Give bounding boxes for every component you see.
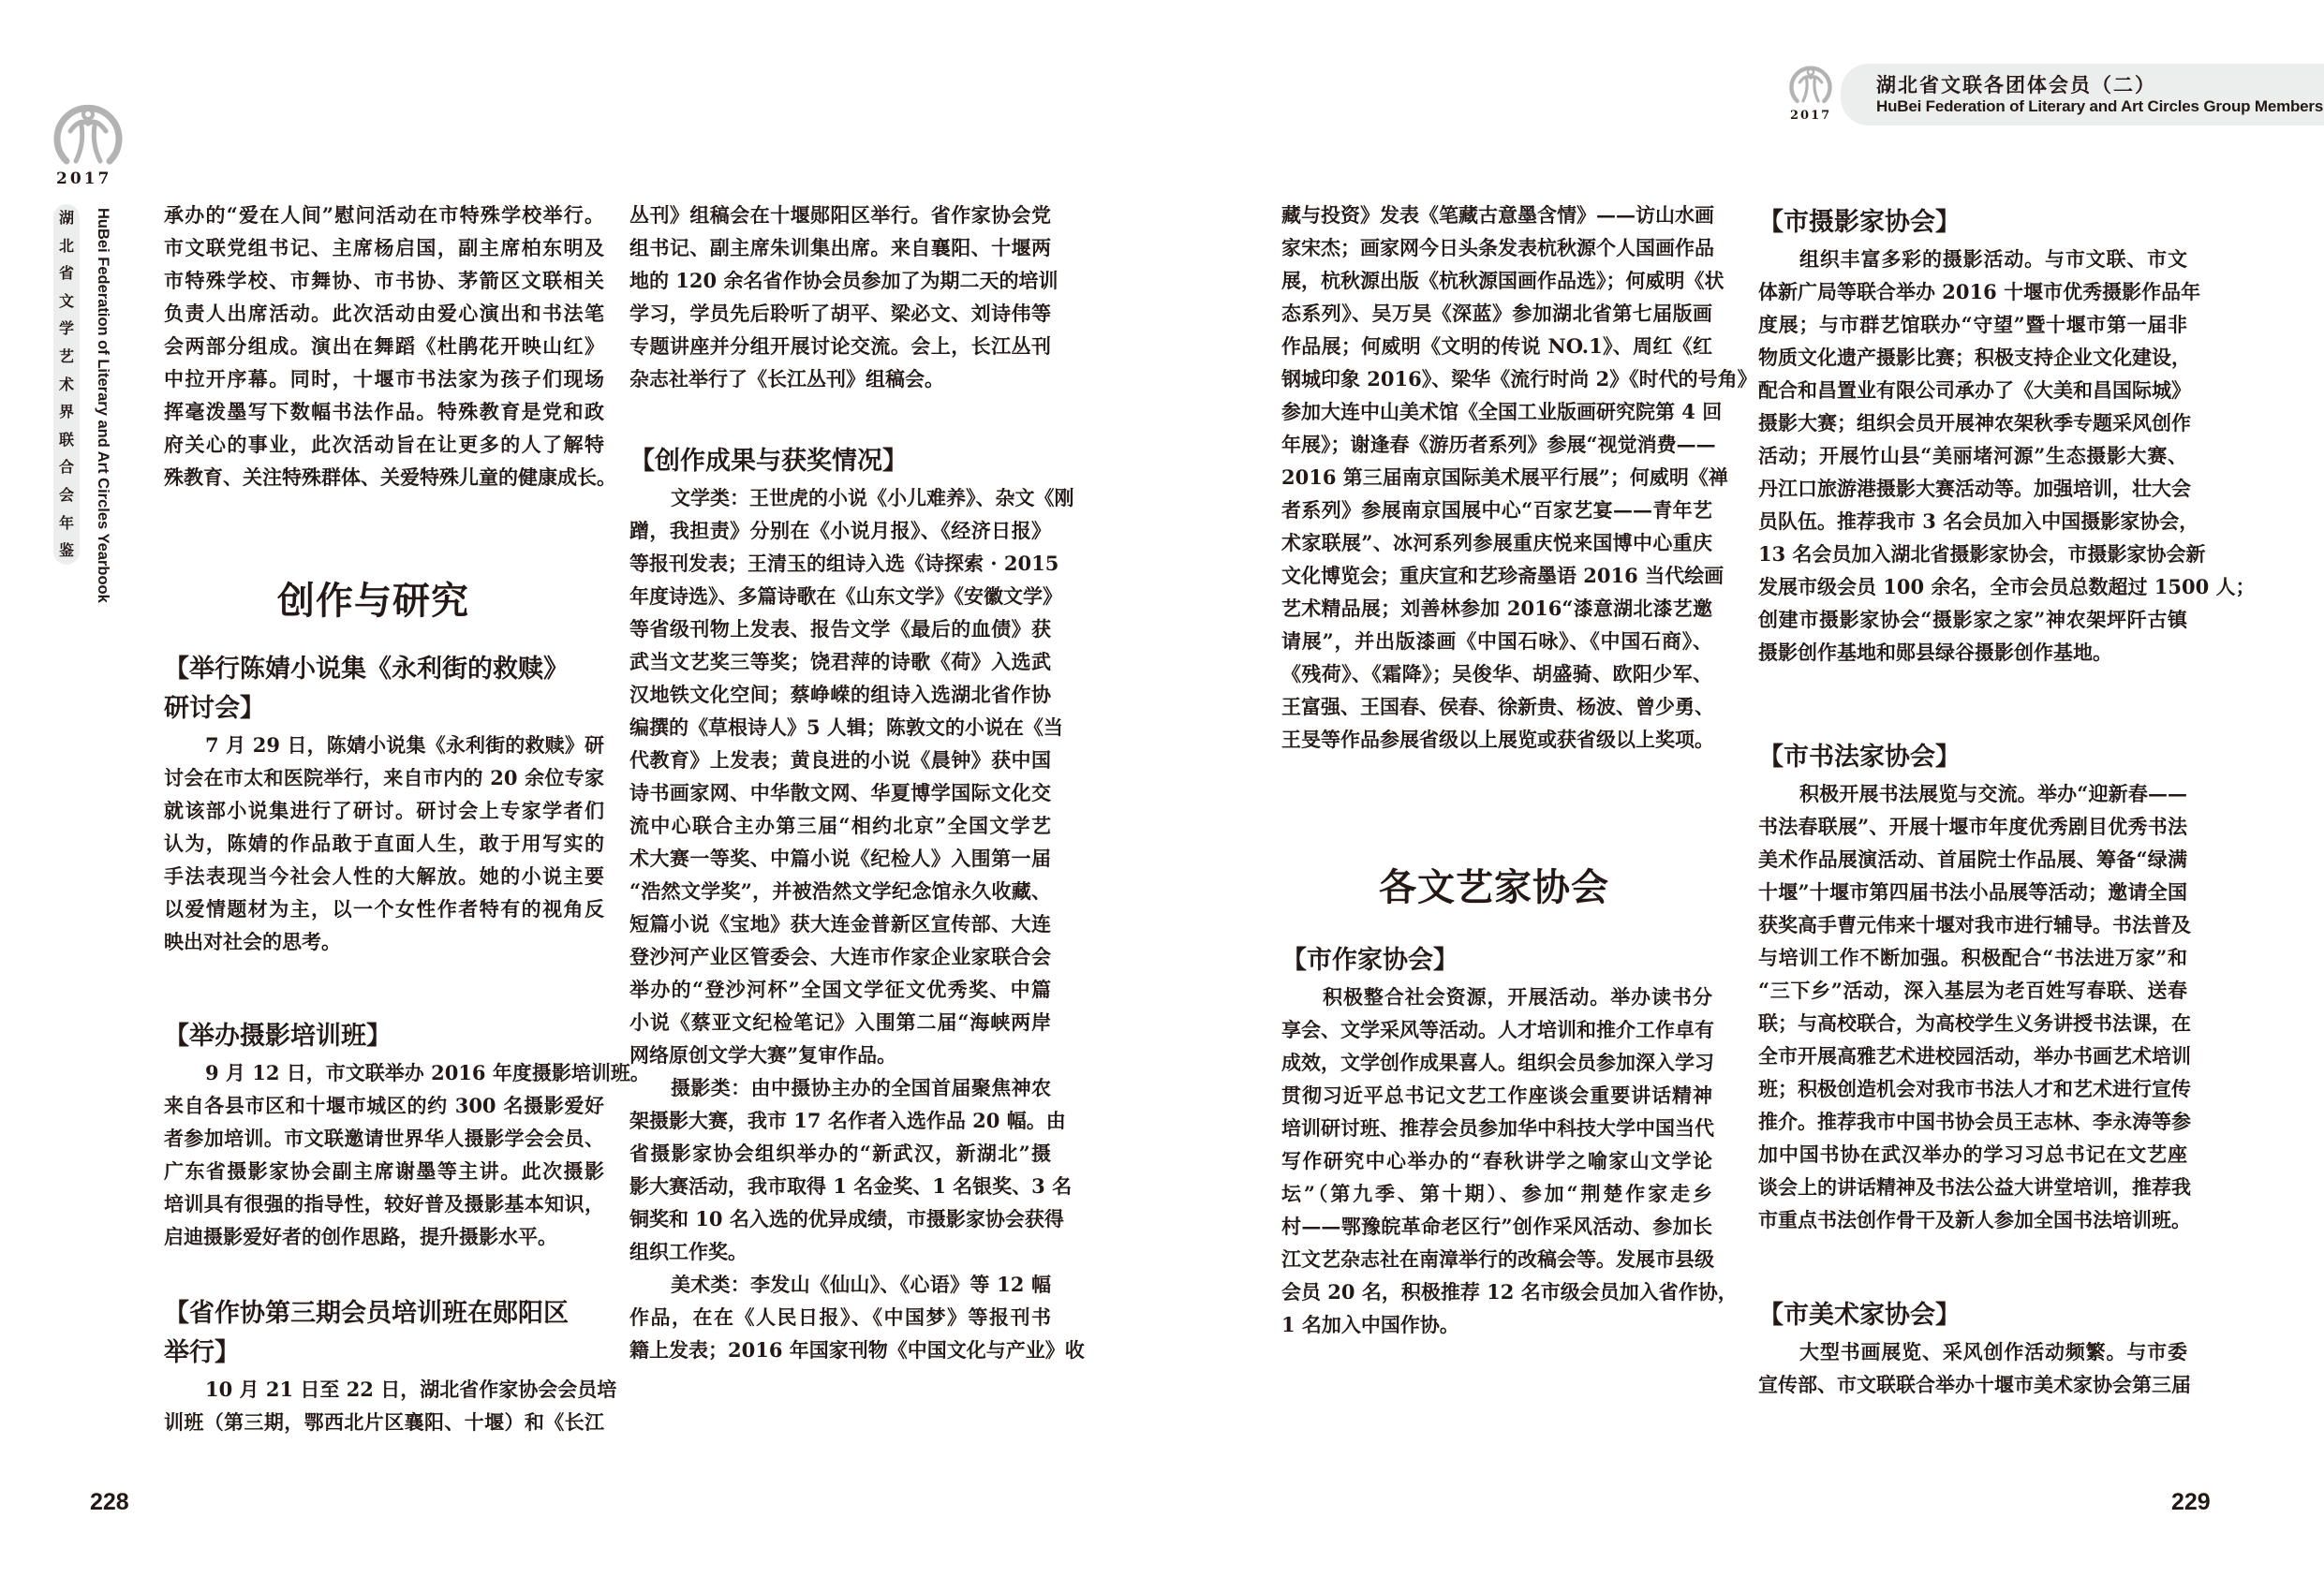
text-line: 活动；开展竹山县“美丽堵河源”生态摄影大赛、 [1758,444,2187,467]
text-line: 组书记、副主席朱训集出席。来自襄阳、十堰两 [629,236,1051,259]
article-writers-association [1281,941,1738,1341]
banner-char: 术 [58,375,74,393]
text-line: 映出对社会的思考。 [164,930,341,953]
text-line: 丛刊》组稿会在十堰郧阳区举行。省作家协会党 [629,203,1051,227]
text-line: 员队伍。推荐我市 3 名会员加入中国摄影家协会， [1758,509,2199,533]
banner-char: 湖 [58,209,74,227]
text-line: 大型书画展览、采风创作活动频繁。与市委 [1799,1340,2187,1363]
banner-char: 文 [58,291,74,310]
text-line: 展，杭秋源出版《杭秋源国画作品选》；何威明《状 [1281,269,1724,292]
text-line: 汉地铁文化空间；蔡峥嵘的组诗入选湖北省作协 [629,683,1051,706]
text-line: 架摄影大赛，我市 17 名作者入选作品 20 幅。由 [629,1109,1066,1132]
text-line: 讨会在市太和医院举行，来自市内的 20 余位专家 [164,766,604,789]
text-line: 组织丰富多彩的摄影活动。与市文联、市文 [1799,247,2187,271]
banner-char: 会 [58,485,74,504]
text-line: 术大赛一等奖、中篇小说《纪检人》入围第一届 [629,847,1051,870]
text-line: 全市开展高雅艺术进校园活动，举办书画艺术培训 [1758,1044,2191,1068]
text-line: 省摄影家协会组织举办的“新武汉，新湖北”摄 [629,1142,1051,1165]
text-line: 蹭，我担责》分别在《小说月报》、《经济日报》 [629,519,1051,542]
article-writers-training [164,1294,617,1438]
text-line: 1 名加入中国作协。 [1281,1313,1459,1336]
text-line: 承办的“爱在人间”慰问活动在市特殊学校举行。 [164,203,604,227]
article-heading: 【市美术家协会】 [1758,1301,1961,1330]
hubei-federation-emblem-icon [53,94,123,169]
text-line: 府关心的事业，此次活动旨在让更多的人了解特 [164,433,604,456]
article-heading: 【省作协第三期会员培训班在郧阳区 [164,1299,569,1328]
text-line: 认为，陈婧的作品敢于直面人生，敢于用写实的 [164,832,604,855]
text-line: 《残荷》、《霜降》；吴俊华、胡盛骑、欧阳少军、 [1281,662,1712,685]
section-title-associations: 各文艺家协会 [1379,866,1609,909]
banner-char: 年 [58,513,74,532]
text-line: 村——鄂豫皖革命老区行”创作采风活动、参加长 [1281,1215,1712,1238]
section-title-creation-research: 创作与研究 [277,580,469,623]
text-line: 培训具有很强的指导性，较好普及摄影基本知识， [164,1192,604,1216]
text-line: 美术类：李发山《仙山》、《心语》等 12 幅 [671,1273,1051,1296]
article-heading: 【举行陈婧小说集《永利街的救赎》 [164,655,569,684]
text-line: 殊教育、关注特殊群体、关爱特殊儿童的健康成长。 [164,465,616,489]
text-line: 登沙河产业区管委会、大连市作家企业家联合会 [629,945,1051,968]
text-line: 体新广局等联合举办 2016 十堰市优秀摄影作品年 [1758,280,2201,303]
banner-char: 学 [58,319,74,338]
text-line: 市文联党组书记、主席杨启国，副主席柏东明及 [164,236,604,259]
text-line: 坛”（第九季、第十期）、参加“荆楚作家走乡 [1281,1182,1712,1205]
text-line: 启迪摄影爱好者的创作思路，提升摄影水平。 [164,1225,557,1248]
text-line: 推介。推荐我市中国书协会员王志林、李永涛等参 [1758,1110,2191,1133]
page-number-left: 228 [90,1489,129,1515]
text-line: 积极开展书法展览与交流。举办“迎新春—— [1799,782,2187,805]
left-column-2 [629,199,1058,395]
text-line: 与培训工作不断加强。积极配合“书法进万家”和 [1758,946,2187,969]
text-line: 年展》；谢逢春《游历者系列》参展“视觉消费—— [1281,433,1716,456]
article-novel-symposium [164,650,604,958]
text-line: 者参加培训。市文联邀请世界华人摄影学会会员、 [164,1127,604,1150]
text-line: 书法春联展”、开展十堰市年度优秀剧目优秀书法 [1758,815,2187,838]
article-heading: 举行】 [164,1338,240,1367]
banner-char: 合 [58,458,74,477]
running-header-title-cn: 湖北省文联各团体会员（二） [1876,73,2156,96]
text-line: 江文艺杂志社在南漳举行的改稿会等。发展市县级 [1281,1247,1714,1271]
text-line: 网络原创文学大赛”复审作品。 [629,1043,897,1067]
article-heading: 【市摄影家协会】 [1758,208,1961,237]
text-line: 摄影大赛；组织会员开展神农架秋季专题采风创作 [1758,411,2191,435]
text-line: 请展”，并出版漆画《中国石咏》、《中国石商》、 [1281,629,1712,653]
text-line: 度展；与市群艺馆联办“守望”暨十堰市第一届非 [1758,313,2187,336]
article-heading: 【创作成果与获奖情况】 [629,447,908,476]
text-line: 贯彻习近平总书记文艺工作座谈会重要讲话精神 [1281,1083,1712,1107]
text-line: 9 月 12 日，市文联举办 2016 年度摄影培训班。 [205,1061,650,1084]
text-line: 地的 120 余名省作协会员参加了为期二天的培训 [629,269,1058,292]
text-line: 获奖高手曹元伟来十堰对我市进行辅导。书法普及 [1758,913,2191,936]
text-line: “浩然文学奖”，并被浩然文学纪念馆永久收藏、 [629,879,1051,903]
text-line: 负责人出席活动。此次活动由爱心演出和书法笔 [164,302,604,325]
article-calligraphers-association [1758,738,2191,1236]
text-line: 享会、文学采风等活动。人才培训和推介工作卓有 [1281,1018,1714,1041]
text-line: 10 月 21 日至 22 日，湖北省作家协会会员培 [205,1378,617,1401]
article-photographers-association [1758,203,2256,669]
text-line: 创建市摄影家协会“摄影家之家”神农架坪阡古镇 [1758,608,2187,631]
article-heading: 【市书法家协会】 [1758,743,1961,772]
text-line: 作品展；何威明《文明的传说 NO.1》、周红《红 [1281,334,1712,358]
left-column-1 [164,199,616,494]
text-line: 影大赛活动，我市取得 1 名金奖、1 名银奖、3 名 [629,1174,1073,1198]
text-line: 年度诗选》、多篇诗歌在《山东文学》《安徽文学》 [629,584,1062,608]
text-line: 来自各县市区和十堰市城区的约 300 名摄影爱好 [164,1094,604,1117]
text-line: 藏与投资》发表《笔藏古意墨含情》——访山水画 [1281,203,1714,227]
text-line: 发展市级会员 100 余名，全市会员总数超过 1500 人； [1758,575,2256,598]
right-column-1 [1281,199,1757,756]
text-line: 术家联展”、冰河系列参展重庆悦来国博中心重庆 [1281,531,1712,554]
text-line: 配合和昌置业有限公司承办了《大美和昌国际城》 [1758,378,2191,402]
article-achievements [629,442,1085,1366]
text-line: 编撰的《草根诗人》5 人辑；陈敦文的小说在《当 [629,715,1063,739]
text-line: 艺术精品展；刘善林参加 2016“漆意湖北漆艺邀 [1281,597,1712,620]
text-line: 联；与高校联合，为高校学生义务讲授书法课，在 [1758,1011,2191,1035]
text-line: 写作研究中心举办的“春秋讲学之喻家山文学论 [1281,1149,1712,1172]
intro-paragraph [164,199,616,494]
text-line: 就该部小说集进行了研讨。研讨会上专家学者们 [164,799,604,822]
text-line: 13 名会员加入湖北省摄影家协会，市摄影家协会新 [1758,542,2206,566]
text-line: 成效，文学创作成果喜人。组织会员参加深入学习 [1281,1051,1714,1074]
text-line: 训班（第三期，鄂西北片区襄阳、十堰）和《长江 [164,1410,604,1434]
article-heading: 【举办摄影培训班】 [164,1022,392,1051]
text-line: 诗书画家网、中华散文网、华夏博学国际文化交 [629,781,1051,804]
running-header-title-en: HuBei Federation of Literary and Art Circles Group Members [1876,97,2324,115]
text-line: 谈会上的讲话精神及书法公益大讲堂培训，推荐我 [1758,1175,2191,1199]
text-line: 7 月 29 日，陈婧小说集《永利街的救赎》研 [205,733,604,757]
text-line: 专题讲座并分组开展讨论交流。会上，长江丛刊 [629,334,1051,358]
text-line: 代教育》上发表；黄良进的小说《晨钟》获中国 [629,748,1051,772]
text-line: 等省级刊物上发表、报告文学《最后的血债》获 [629,617,1051,641]
text-line: 会员 20 名，积极推荐 12 名市级会员加入省作协， [1281,1280,1738,1304]
text-line: 小说《蔡亚文纪检笔记》入围第二届“海峡两岸 [629,1010,1051,1034]
text-line: 铜奖和 10 名入选的优异成绩，市摄影家协会获得 [629,1207,1064,1231]
article-heading: 【市作家协会】 [1281,946,1458,975]
text-line: 等报刊发表；王清玉的组诗入选《诗探索 · 2015 [629,552,1059,575]
text-line: 者系列》参展南京国展中心“百家艺宴——青年艺 [1281,498,1712,522]
page-number-right: 229 [2171,1489,2211,1515]
text-line: “三下乡”活动，深入基层为老百姓写春联、送春 [1758,979,2187,1002]
banner-char: 省 [58,264,74,283]
text-line: 组织工作奖。 [629,1240,748,1263]
text-line: 班；积极创造机会对我市书法人才和艺术进行宣传 [1758,1077,2191,1100]
text-line: 学习，学员先后聆听了胡平、梁必文、刘诗伟等 [629,302,1051,325]
banner-char: 界 [58,403,74,421]
text-line: 市重点书法创作骨干及新人参加全国书法培训班。 [1758,1208,2191,1231]
banner-char: 联 [58,430,74,449]
banner-char: 北 [58,236,74,255]
side-banner-english: HuBei Federation of Literary and Art Circles Yearbook [95,208,111,603]
text-line: 加中国书协在武汉举办的学习习总书记在文艺座 [1758,1142,2187,1166]
text-line: 丹江口旅游港摄影大赛活动等。加强培训，壮大会 [1758,477,2191,500]
header-logo-year: 2017 [1790,109,1832,123]
text-line: 美术作品展演活动、首届院士作品展、筹备“绿满 [1758,847,2187,871]
text-line: 2016 第三届南京国际美术展平行展”；何威明《禅 [1281,465,1728,489]
text-line: 摄影类：由中摄协主办的全国首届聚焦神农 [671,1076,1051,1099]
text-line: 中拉开序幕。同时，十堰市书法家为孩子们现场 [164,367,604,391]
text-line: 王旻等作品参展省级以上展览或获省级以上奖项。 [1281,728,1714,751]
text-line: 摄影创作基地和郧县绿谷摄影创作基地。 [1758,641,2112,664]
text-line: 宣传部、市文联联合举办十堰市美术家协会第三届 [1758,1373,2191,1396]
text-line: 王富强、王国春、侯春、徐新贵、杨波、曾少勇、 [1281,695,1714,718]
text-line: 培训研讨班、推荐会员参加华中科技大学中国当代 [1281,1116,1714,1140]
text-line: 广东省摄影家协会副主席谢墨等主讲。此次摄影 [164,1159,604,1183]
text-line: 会两部分组成。演出在舞蹈《杜鹃花开映山红》 [164,334,604,358]
text-line: 文化博览会；重庆宣和艺珍斋墨语 2016 当代绘画 [1281,564,1724,587]
side-banner-chinese [53,208,80,561]
text-line: 文学类：王世虎的小说《小儿难养》、杂文《刚 [671,486,1074,509]
text-line: 挥毫泼墨写下数幅书法作品。特殊教育是党和政 [164,400,604,423]
logo-year: 2017 [56,169,112,188]
banner-char: 艺 [58,346,74,365]
text-line: 物质文化遗产摄影比赛；积极支持企业文化建设， [1758,346,2191,369]
text-line: 家宋杰；画家网今日头条发表杭秋源个人国画作品 [1281,236,1714,259]
text-line: 态系列》、吴万昊《深蓝》参加湖北省第七届版画 [1281,302,1712,325]
text-line: 十堰”十堰市第四届书法小品展等活动；邀请全国 [1758,880,2187,904]
text-line: 参加大连中山美术馆《全国工业版画研究院第 4 回 [1281,400,1723,423]
text-line: 市特殊学校、市舞协、市书协、茅箭区文联相关 [164,269,604,292]
article-heading: 研讨会】 [164,694,265,723]
text-line: 手法表现当今社会人性的大解放。她的小说主要 [164,864,604,888]
text-line: 武当文艺奖三等奖；饶君萍的诗歌《荷》入选武 [629,650,1051,673]
text-line: 短篇小说《宝地》获大连金普新区宣传部、大连 [629,912,1051,936]
text-line: 作品，在在《人民日报》、《中国梦》等报刊书 [629,1305,1051,1329]
banner-char: 鉴 [58,541,74,560]
text-line: 积极整合社会资源，开展活动。举办读书分 [1323,985,1712,1009]
text-line: 以爱情题材为主，以一个女性作者特有的视角反 [164,897,604,921]
text-line: 流中心联合主办第三届“相约北京”全国文学艺 [629,814,1051,837]
text-line: 钢城印象 2016》、梁华《流行时尚 2》《时代的号角》 [1281,367,1757,391]
text-line: 杂志社举行了《长江丛刊》组稿会。 [629,367,944,391]
text-line: 举办的“登沙河杯”全国文学征文优秀奖、中篇 [629,978,1051,1001]
text-line: 籍上发表；2016 年国家刊物《中国文化与产业》收 [629,1338,1085,1362]
article-artists-association [1758,1296,2191,1401]
article-photo-training [164,1017,650,1253]
hubei-federation-emblem-icon [1789,59,1832,106]
